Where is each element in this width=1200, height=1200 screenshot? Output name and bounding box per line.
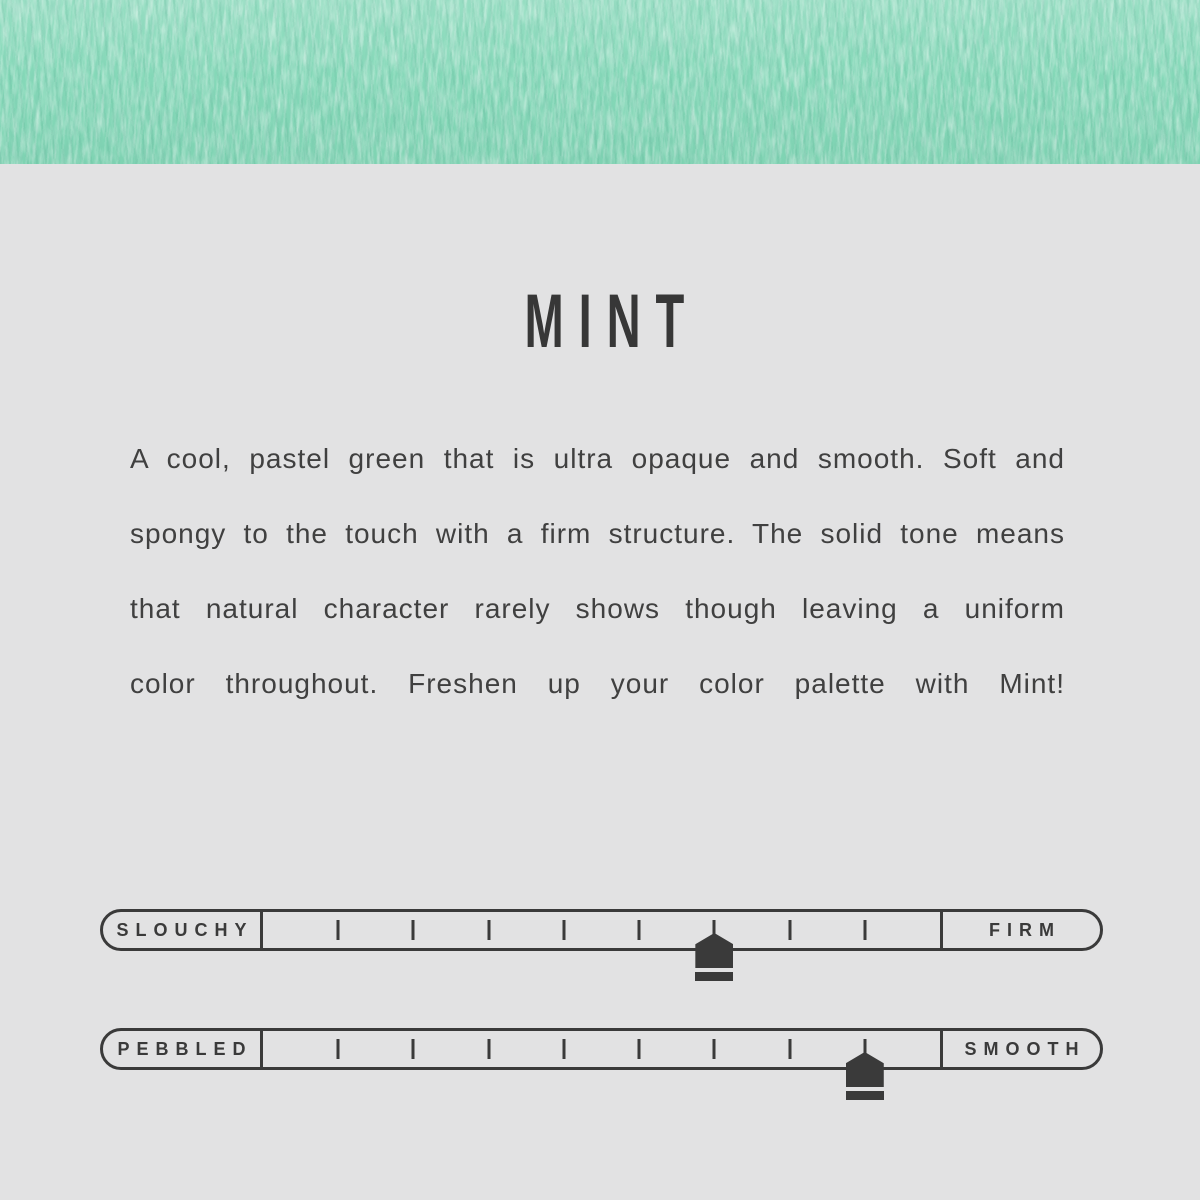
description-line: that natural character rarely shows though leaving a uniform (130, 593, 1065, 624)
tick-mark (863, 920, 866, 940)
tick-mark (487, 920, 490, 940)
color-name-text: MINT (524, 279, 700, 364)
page-title (0, 279, 1200, 364)
texture-slider (100, 1028, 1103, 1070)
slider-marker (846, 1052, 884, 1100)
tick-mark (337, 1039, 340, 1059)
slider-right-cap (940, 1031, 1100, 1067)
marker-pointer (695, 933, 733, 968)
slider-left-cap (103, 1031, 263, 1067)
tick-mark (337, 920, 340, 940)
slider-left-label: SLOUCHY (116, 919, 254, 940)
slider-track (263, 912, 940, 948)
structure-slider (100, 909, 1103, 951)
slider-left-label: PEBBLED (117, 1038, 253, 1059)
tick-mark (638, 920, 641, 940)
tick-mark (412, 920, 415, 940)
leather-sheen-overlay (0, 0, 1200, 164)
slider-right-label: SMOOTH (964, 1038, 1086, 1059)
slider-left-cap (103, 912, 263, 948)
tick-mark (562, 920, 565, 940)
slider-track (263, 1031, 940, 1067)
tick-mark (562, 1039, 565, 1059)
description-line: spongy to the touch with a firm structure. The solid tone means (130, 518, 1065, 549)
color-description (130, 421, 1065, 721)
marker-pointer (846, 1052, 884, 1087)
tick-mark (638, 1039, 641, 1059)
tick-mark (713, 1039, 716, 1059)
tick-mark (788, 1039, 791, 1059)
marker-base-bar (846, 1091, 884, 1100)
marker-base-bar (695, 972, 733, 981)
tick-mark (788, 920, 791, 940)
tick-mark (412, 1039, 415, 1059)
description-line: color throughout. Freshen up your color palette with Mint! (130, 668, 1065, 699)
mint-leather-swatch (0, 0, 1200, 164)
slider-right-cap (940, 912, 1100, 948)
tick-mark (487, 1039, 490, 1059)
slider-right-label: FIRM (989, 919, 1061, 940)
description-line: A cool, pastel green that is ultra opaque and smooth. Soft and (130, 443, 1065, 474)
slider-marker (695, 933, 733, 981)
